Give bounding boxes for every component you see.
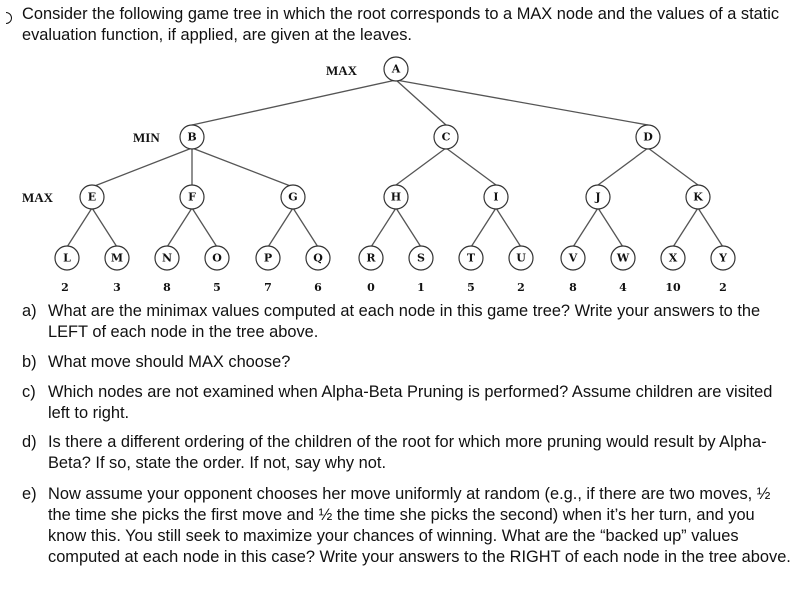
node-J-label: J bbox=[595, 190, 601, 204]
node-S bbox=[409, 246, 433, 270]
intro-text: Consider the following game tree in which the root corresponds to a MAX node and the values of a static evaluation function, if applied, are given at the leaves. bbox=[22, 5, 780, 44]
node-G-label: G bbox=[288, 190, 298, 204]
question-d-label: d) bbox=[22, 433, 37, 451]
node-P bbox=[256, 246, 280, 270]
node-U-label: U bbox=[516, 251, 526, 265]
edge-B-E bbox=[92, 148, 192, 187]
node-K-label: K bbox=[693, 190, 703, 204]
node-E bbox=[80, 185, 104, 209]
node-U bbox=[509, 246, 533, 270]
node-P-label: P bbox=[263, 251, 273, 265]
edge-A-D bbox=[396, 80, 648, 125]
question-b-text: What move should MAX choose? bbox=[48, 353, 291, 371]
node-N-label: N bbox=[161, 251, 173, 265]
node-Y-label: Y bbox=[719, 251, 727, 265]
edge-G-Q bbox=[293, 208, 318, 247]
leaf-value-P: 7 bbox=[264, 281, 272, 294]
question-c-text: Which nodes are not examined when Alpha-Beta Pruning is performed? Assume children are visited left to right. bbox=[48, 383, 773, 422]
leaf-value-M: 3 bbox=[113, 281, 121, 294]
edge-D-J bbox=[598, 148, 648, 185]
node-R-label: R bbox=[366, 251, 376, 265]
leaf-value-Q: 6 bbox=[314, 281, 322, 294]
level-tag-min: MIN bbox=[133, 130, 160, 145]
node-F bbox=[180, 185, 204, 209]
node-I bbox=[484, 185, 508, 209]
edge-K-Y bbox=[698, 208, 723, 247]
node-L-label: L bbox=[63, 251, 71, 265]
edge-A-C bbox=[396, 80, 446, 125]
node-B-label: B bbox=[187, 130, 197, 144]
node-O-label: O bbox=[212, 251, 222, 265]
node-R bbox=[359, 246, 383, 270]
edge-J-V bbox=[573, 208, 598, 247]
edge-H-S bbox=[396, 208, 421, 247]
node-D-label: D bbox=[643, 130, 653, 144]
edge-B-G bbox=[192, 148, 293, 187]
node-S-label: S bbox=[417, 251, 425, 265]
node-X-label: X bbox=[668, 251, 678, 265]
node-A bbox=[384, 57, 408, 81]
edge-G-P bbox=[268, 208, 293, 247]
edge-K-X bbox=[673, 208, 698, 247]
edge-I-T bbox=[471, 208, 496, 247]
node-W-label: W bbox=[616, 251, 630, 265]
leaf-value-X: 10 bbox=[665, 281, 681, 294]
node-M bbox=[105, 246, 129, 270]
node-V bbox=[561, 246, 585, 270]
node-T-label: T bbox=[466, 251, 476, 265]
question-e-text: Now assume your opponent chooses her move uniformly at random (e.g., if there are two moves, ½ the time she picks the first move and ½ the time she picks the second) when it’s her turn, and you know this. You still seek to maximize your chances of winning. What are the “backed up” values computed at each node in this case? Write your answers to the RIGHT of each node in the tree above. bbox=[48, 485, 791, 566]
node-Q-label: Q bbox=[313, 251, 323, 265]
edge-E-L bbox=[67, 208, 92, 247]
node-T bbox=[459, 246, 483, 270]
node-V-label: V bbox=[568, 251, 578, 265]
level-tag-max: MAX bbox=[22, 190, 54, 205]
node-Y bbox=[711, 246, 735, 270]
question-a-label: a) bbox=[22, 302, 37, 320]
node-E-label: E bbox=[87, 190, 97, 204]
leaf-value-R: 0 bbox=[367, 281, 375, 294]
leaf-value-U: 2 bbox=[517, 281, 525, 294]
node-A-label: A bbox=[391, 62, 401, 76]
edge-C-I bbox=[446, 148, 496, 185]
node-W bbox=[611, 246, 635, 270]
edge-I-U bbox=[496, 208, 521, 247]
edge-J-W bbox=[598, 208, 623, 247]
leaf-value-Y: 2 bbox=[719, 281, 727, 294]
edge-A-B bbox=[192, 80, 396, 125]
leaf-value-N: 8 bbox=[163, 281, 171, 294]
node-C bbox=[434, 125, 458, 149]
node-I-label: I bbox=[493, 190, 499, 204]
node-C-label: C bbox=[441, 130, 451, 144]
node-H-label: H bbox=[390, 190, 402, 204]
node-G bbox=[281, 185, 305, 209]
question-e-label: e) bbox=[22, 485, 37, 503]
leaf-value-T: 5 bbox=[467, 281, 475, 294]
question-b-label: b) bbox=[22, 353, 37, 371]
node-B bbox=[180, 125, 204, 149]
edge-E-M bbox=[92, 208, 117, 247]
leaf-value-S: 1 bbox=[417, 281, 425, 294]
node-N bbox=[155, 246, 179, 270]
edge-C-H bbox=[396, 148, 446, 185]
level-tag-max-root: MAX bbox=[326, 63, 358, 78]
question-c-label: c) bbox=[22, 383, 36, 401]
node-D bbox=[636, 125, 660, 149]
node-L bbox=[55, 246, 79, 270]
edge-D-K bbox=[648, 148, 698, 185]
node-M-label: M bbox=[110, 251, 124, 265]
edge-F-O bbox=[192, 208, 217, 247]
edge-H-R bbox=[371, 208, 396, 247]
leaf-value-W: 4 bbox=[619, 281, 627, 294]
leaf-value-L: 2 bbox=[61, 281, 69, 294]
node-X bbox=[661, 246, 685, 270]
question-d-text: Is there a different ordering of the children of the root for which more pruning would result by Alpha-Beta? If so, state the order. If not, say why not. bbox=[48, 433, 767, 472]
leaf-value-V: 8 bbox=[569, 281, 577, 294]
question-a-text: What are the minimax values computed at each node in this game tree? Write your answers to the LEFT of each node in the tree above. bbox=[48, 302, 761, 341]
node-J bbox=[586, 185, 610, 209]
node-H bbox=[384, 185, 408, 209]
node-F-label: F bbox=[188, 190, 196, 204]
node-K bbox=[686, 185, 710, 209]
node-O bbox=[205, 246, 229, 270]
edge-F-N bbox=[167, 208, 192, 247]
leaf-value-O: 5 bbox=[213, 281, 221, 294]
node-Q bbox=[306, 246, 330, 270]
